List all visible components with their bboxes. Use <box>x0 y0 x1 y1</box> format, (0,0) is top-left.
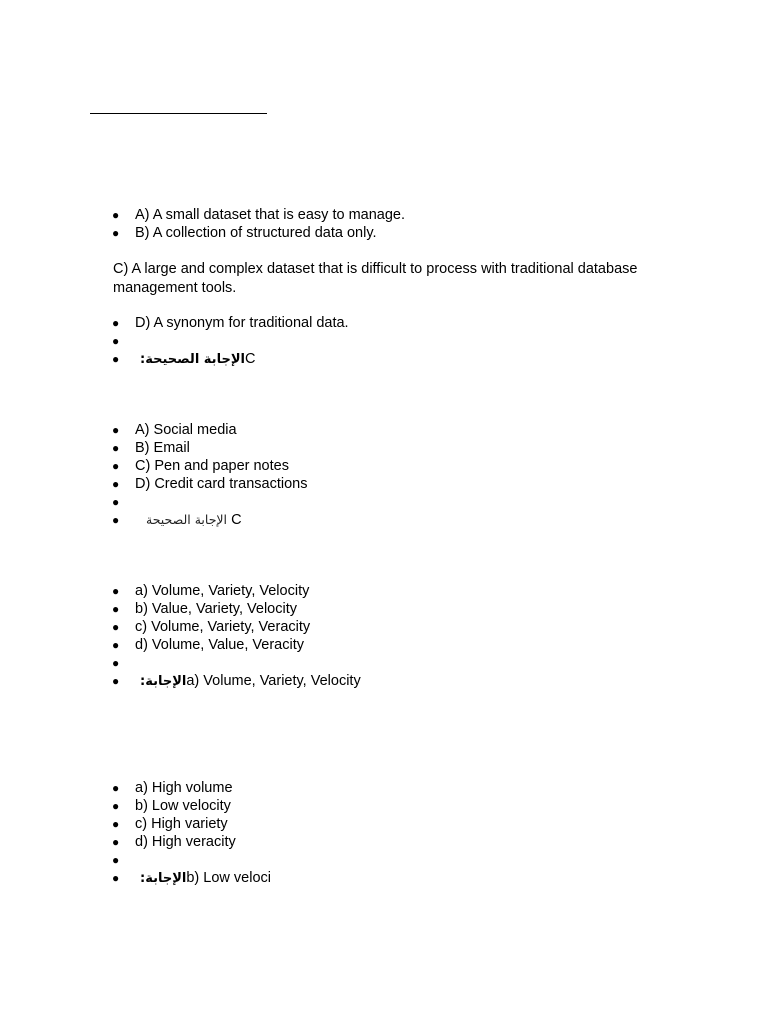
bullet-icon: ● <box>112 799 120 813</box>
answer-value: C <box>231 512 242 528</box>
bullet-icon: ● <box>112 620 120 634</box>
bullet-icon: ● <box>112 495 120 509</box>
bullet-icon: ● <box>112 441 120 455</box>
bullet-icon: ● <box>112 584 120 598</box>
answer-label: الإجابة الصحيحة <box>146 512 228 527</box>
option-a: ● a) High volume <box>112 780 233 796</box>
question-2-options <box>0 421 768 529</box>
empty-list-item <box>0 332 768 350</box>
answer-value: a) Volume, Variety, Velocity <box>186 673 361 689</box>
answer-line <box>0 511 768 529</box>
bullet-icon: ● <box>112 208 120 222</box>
bullet-icon: ● <box>112 674 120 688</box>
option-c: ● c) High variety <box>112 816 228 832</box>
bullet-icon: ● <box>112 423 120 437</box>
option-d: ● D) Credit card transactions <box>112 476 308 492</box>
answer-line <box>0 672 768 690</box>
option-c: ● c) Volume, Variety, Veracity <box>112 619 311 635</box>
answer-value: C <box>244 351 256 367</box>
option-d: ● D) A synonym for traditional data. <box>112 315 349 331</box>
option-a: ● a) Volume, Variety, Velocity <box>112 583 310 599</box>
answer-value: b) Low veloci <box>186 870 271 886</box>
bullet-icon: ● <box>112 513 120 527</box>
bullet-icon: ● <box>112 853 120 867</box>
answer-label: الإجابة: <box>140 871 187 886</box>
question-1-options-top <box>0 206 768 242</box>
bullet-icon: ● <box>112 602 120 616</box>
answer-label: الإجابة الصحيحة: <box>140 352 245 367</box>
question-4-options <box>0 779 768 887</box>
answer-line <box>0 350 768 368</box>
option-b: ● B) Email <box>112 440 190 456</box>
empty-list-item <box>0 654 768 672</box>
bullet-icon: ● <box>112 871 120 885</box>
answer-line <box>0 869 768 887</box>
bullet-icon: ● <box>112 334 120 348</box>
answer-label: الإجابة: <box>140 674 187 689</box>
option-a: ● A) A small dataset that is easy to manage. <box>112 207 406 223</box>
question-1-options-bottom <box>0 314 768 368</box>
option-d: ● d) Volume, Value, Veracity <box>112 637 304 653</box>
option-d: ● d) High veracity <box>112 834 236 850</box>
bullet-icon: ● <box>112 638 120 652</box>
bullet-icon: ● <box>112 352 120 366</box>
question-3-options <box>0 582 768 690</box>
empty-list-item <box>0 493 768 511</box>
bullet-icon: ● <box>112 656 120 670</box>
bullet-icon: ● <box>112 835 120 849</box>
option-b: ● B) A collection of structured data only. <box>112 225 377 241</box>
bullet-icon: ● <box>112 477 120 491</box>
bullet-icon: ● <box>112 459 120 473</box>
empty-list-item <box>0 851 768 869</box>
option-b: ● b) Low velocity <box>112 798 231 814</box>
option-c-paragraph: C) A large and complex dataset that is difficult to process with traditional database management tools. <box>113 261 638 296</box>
option-b: ● b) Value, Variety, Velocity <box>112 601 297 617</box>
title-underline <box>90 113 267 114</box>
bullet-icon: ● <box>112 226 120 240</box>
bullet-icon: ● <box>112 316 120 330</box>
bullet-icon: ● <box>112 817 120 831</box>
bullet-icon: ● <box>112 781 120 795</box>
option-a: ● A) Social media <box>112 422 237 438</box>
option-c: ● C) Pen and paper notes <box>112 458 289 474</box>
